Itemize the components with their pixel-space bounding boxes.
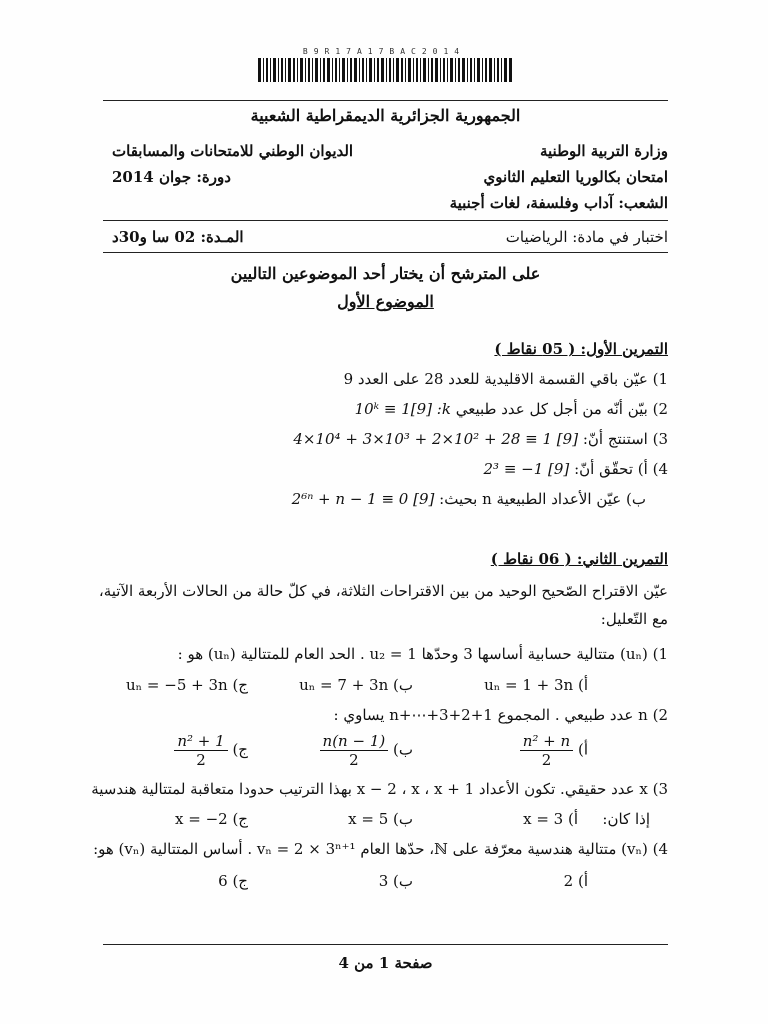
- q2-option-a-denominator: 2: [541, 751, 552, 769]
- exercise2-q3-option-a: أ) x = 3: [523, 810, 578, 828]
- header-mid-rule: [103, 220, 668, 221]
- page-number: صفحة 1 من 4: [338, 954, 433, 972]
- exercise2-q1-option-c: ج) uₙ = −5 + 3n: [126, 676, 248, 694]
- header-bottom-rule: [103, 252, 668, 253]
- exercise2-q3: 3) x عدد حقيقي. تكون الأعداد x − 2 ، x ، x + 1 بهذا الترتيب حدودا متعاقبة لمتتالية هندسية: [91, 780, 668, 798]
- exercise1-q4b: [292, 490, 646, 508]
- exercise2-q2: 2) n عدد طبيعي . المجموع 1+2+3+⋯+n يساوي :: [333, 706, 668, 724]
- instruction-text: على المترشح أن يختار أحد الموضوعين التاليين: [230, 264, 541, 283]
- exercise1-q4a-text: 4) أ) تحقّق أنّ:: [574, 460, 668, 478]
- exercise1-q4b-math: 2⁶ⁿ + n − 1 ≡ 0 [9]: [291, 490, 435, 508]
- exercise1-q4b-text: ب) عيّن الأعداد الطبيعية n بحيث:: [439, 490, 646, 508]
- exercise2-title: التمرين الثاني: ( 06 نقاط ): [490, 550, 668, 568]
- exercise1-q3: [293, 430, 668, 448]
- exercise2-q1-option-a: أ) uₙ = 1 + 3n: [484, 676, 588, 694]
- exercise2-q4: 4) (vₙ) متتالية هندسية معرّفة على ℕ، حدّها العام vₙ = 2 × 3ⁿ⁺¹ . أساس المتتالية (vₙ) هو:: [93, 840, 668, 858]
- q2-option-a-numerator: n² + n: [520, 732, 573, 751]
- exercise1-q3-math: 4×10⁴ + 3×10³ + 2×10² + 28 ≡ 1 [9]: [293, 430, 579, 448]
- barcode-code: B9R17A17BAC2014: [302, 47, 466, 56]
- q2-option-a-label: أ): [577, 740, 588, 759]
- exercise1-q4a-math: 2³ ≡ −1 [9]: [483, 460, 570, 478]
- exercise2-q4-option-a: أ) 2: [563, 872, 588, 890]
- exercise2-q2-option-a: [520, 732, 588, 769]
- exam-label: امتحان بكالوريا التعليم الثانوي: [483, 168, 668, 186]
- q2-option-b-fraction: [320, 732, 389, 769]
- office-label: الديوان الوطني للامتحانات والمسابقات: [112, 142, 354, 160]
- duration-label: المـدة: 02 سا و30د: [112, 228, 244, 246]
- q2-option-c-fraction: [174, 732, 227, 769]
- exercise1-q2-text: 2) بيّن أنّه من أجل كل عدد طبيعي: [455, 400, 668, 418]
- q2-option-c-label: ج): [232, 740, 248, 759]
- republic-title: الجمهورية الجزائرية الديمقراطية الشعبية: [250, 106, 521, 125]
- exercise2-q3-condition: إذا كان:: [602, 810, 650, 828]
- branches-label: الشعب: آداب وفلسفة، لغات أجنبية: [449, 194, 668, 212]
- ministry-label: وزارة التربية الوطنية: [539, 142, 668, 160]
- topic-title: الموضوع الأول: [337, 292, 434, 311]
- exercise2-q3-option-c: ج) x = −2: [175, 810, 248, 828]
- exercise2-q1: 1) (uₙ) متتالية حسابية أساسها 3 وحدّها u₂ = 1 . الحد العام للمتتالية (uₙ) هو :: [177, 645, 668, 663]
- footer-rule: [103, 944, 668, 945]
- exercise2-q2-option-b: [320, 732, 413, 769]
- q2-option-b-label: ب): [393, 740, 413, 759]
- exercise2-q2-option-c: [174, 732, 248, 769]
- q2-option-b-numerator: n(n − 1): [320, 732, 389, 751]
- q2-option-c-denominator: 2: [196, 751, 206, 769]
- subject-label: اختبار في مادة: الرياضيات: [505, 228, 668, 246]
- exercise2-intro2: مع التّعليل:: [600, 610, 668, 628]
- exercise2-intro1: عيّن الاقتراح الصّحيح الوحيد من بين الاقتراحات الثلاثة، في كلّ حالة من الحالات الأربعة الآتية،: [98, 582, 668, 600]
- exercise1-q3-text: 3) استنتج أنّ:: [582, 430, 668, 448]
- exercise1-q1: 1) عيّن باقي القسمة الاقليدية للعدد 28 على العدد 9: [343, 370, 668, 388]
- q2-option-b-denominator: 2: [349, 751, 359, 769]
- q2-option-c-numerator: n² + 1: [174, 732, 227, 751]
- exercise1-q2-math: 10ᵏ ≡ 1[9] :k: [354, 400, 451, 418]
- exercise1-title: التمرين الأول: ( 05 نقاط ): [494, 340, 668, 358]
- exercise2-q4-option-c: ج) 6: [218, 872, 248, 890]
- header-top-rule: [103, 100, 668, 101]
- exercise2-q3-option-b: ب) x = 5: [348, 810, 413, 828]
- q2-option-a-fraction: [520, 732, 573, 769]
- exercise1-q2: [355, 400, 668, 418]
- barcode-image: [258, 58, 512, 82]
- exercise2-q1-option-b: ب) uₙ = 7 + 3n: [299, 676, 413, 694]
- exercise2-q4-option-b: ب) 3: [378, 872, 413, 890]
- exercise1-q4a: [484, 460, 669, 478]
- session-label: دورة: جوان 2014: [112, 168, 231, 186]
